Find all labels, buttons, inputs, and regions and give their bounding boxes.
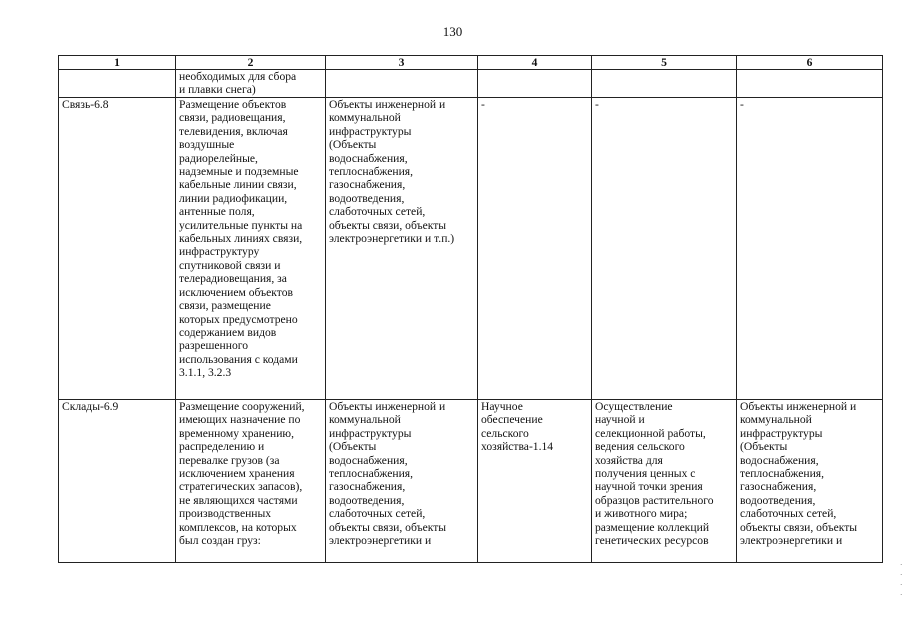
table-cell: Осуществление научной и селекционной работы, ведения сельского хозяйства для получения ценных с научной точки зрения образцов растительного и животного мира; размещение коллекций генетических ресурсов <box>592 400 737 563</box>
header-row <box>59 56 883 70</box>
table-cell-description: Размещение объектов связи, радиовещания, телевидения, включая воздушные радиорелейные, надземные и подземные кабельные линии связи, линии радиофикации, антенные поля, усилительные пункты на кабельных линиях связи, инфраструктуру спутниковой связи и телерадиовещания, за исключением объектов связи, размещение которых предусмотрено содержанием видов разрешенного использования с кодами 3.1.1, 3.2.3 <box>176 98 326 400</box>
table-cell <box>59 70 176 98</box>
column-header-2: 2 <box>176 56 326 70</box>
table-cell: - <box>737 98 883 400</box>
table-row-svyaz <box>59 98 883 400</box>
land-use-table <box>58 55 883 563</box>
table-cell <box>592 70 737 98</box>
scan-edge-marks: · · · · <box>900 561 903 599</box>
column-header-1: 1 <box>59 56 176 70</box>
table-cell <box>478 70 592 98</box>
table-cell: - <box>592 98 737 400</box>
table-cell: - <box>478 98 592 400</box>
column-header-5: 5 <box>592 56 737 70</box>
table-cell: Объекты инженерной и коммунальной инфраструктуры (Объекты водоснабжения, теплоснабжения, газоснабжения, водоотведения, слаботочных сетей, объекты связи, объекты электроэнергетики и <box>737 400 883 563</box>
column-header-3: 3 <box>326 56 478 70</box>
page-number: 130 <box>442 24 463 39</box>
table-cell <box>326 70 478 98</box>
table-cell: необходимых для сбора и плавки снега) <box>176 70 326 98</box>
column-header-4: 4 <box>478 56 592 70</box>
table-cell: Объекты инженерной и коммунальной инфраструктуры (Объекты водоснабжения, теплоснабжения, газоснабжения, водоотведения, слаботочных сетей, объекты связи, объекты электроэнергетики и <box>326 400 478 563</box>
table-cell-description: Размещение сооружений, имеющих назначение по временному хранению, распределению и перевалке грузов (за исключением хранения стратегических запасов), не являющихся частями производственных комплексов, на которых был создан груз: <box>176 400 326 563</box>
table-cell-use-name: Склады-6.9 <box>59 400 176 563</box>
table-row-sklady <box>59 400 883 563</box>
table-row-continuation <box>59 70 883 98</box>
column-header-6: 6 <box>737 56 883 70</box>
table-cell: Научное обеспечение сельского хозяйства-1.14 <box>478 400 592 563</box>
table-cell-use-name: Связь-6.8 <box>59 98 176 400</box>
table-cell <box>737 70 883 98</box>
table-cell: Объекты инженерной и коммунальной инфраструктуры (Объекты водоснабжения, теплоснабжения, газоснабжения, водоотведения, слаботочных сетей, объекты связи, объекты электроэнергетики и т.п.) <box>326 98 478 400</box>
